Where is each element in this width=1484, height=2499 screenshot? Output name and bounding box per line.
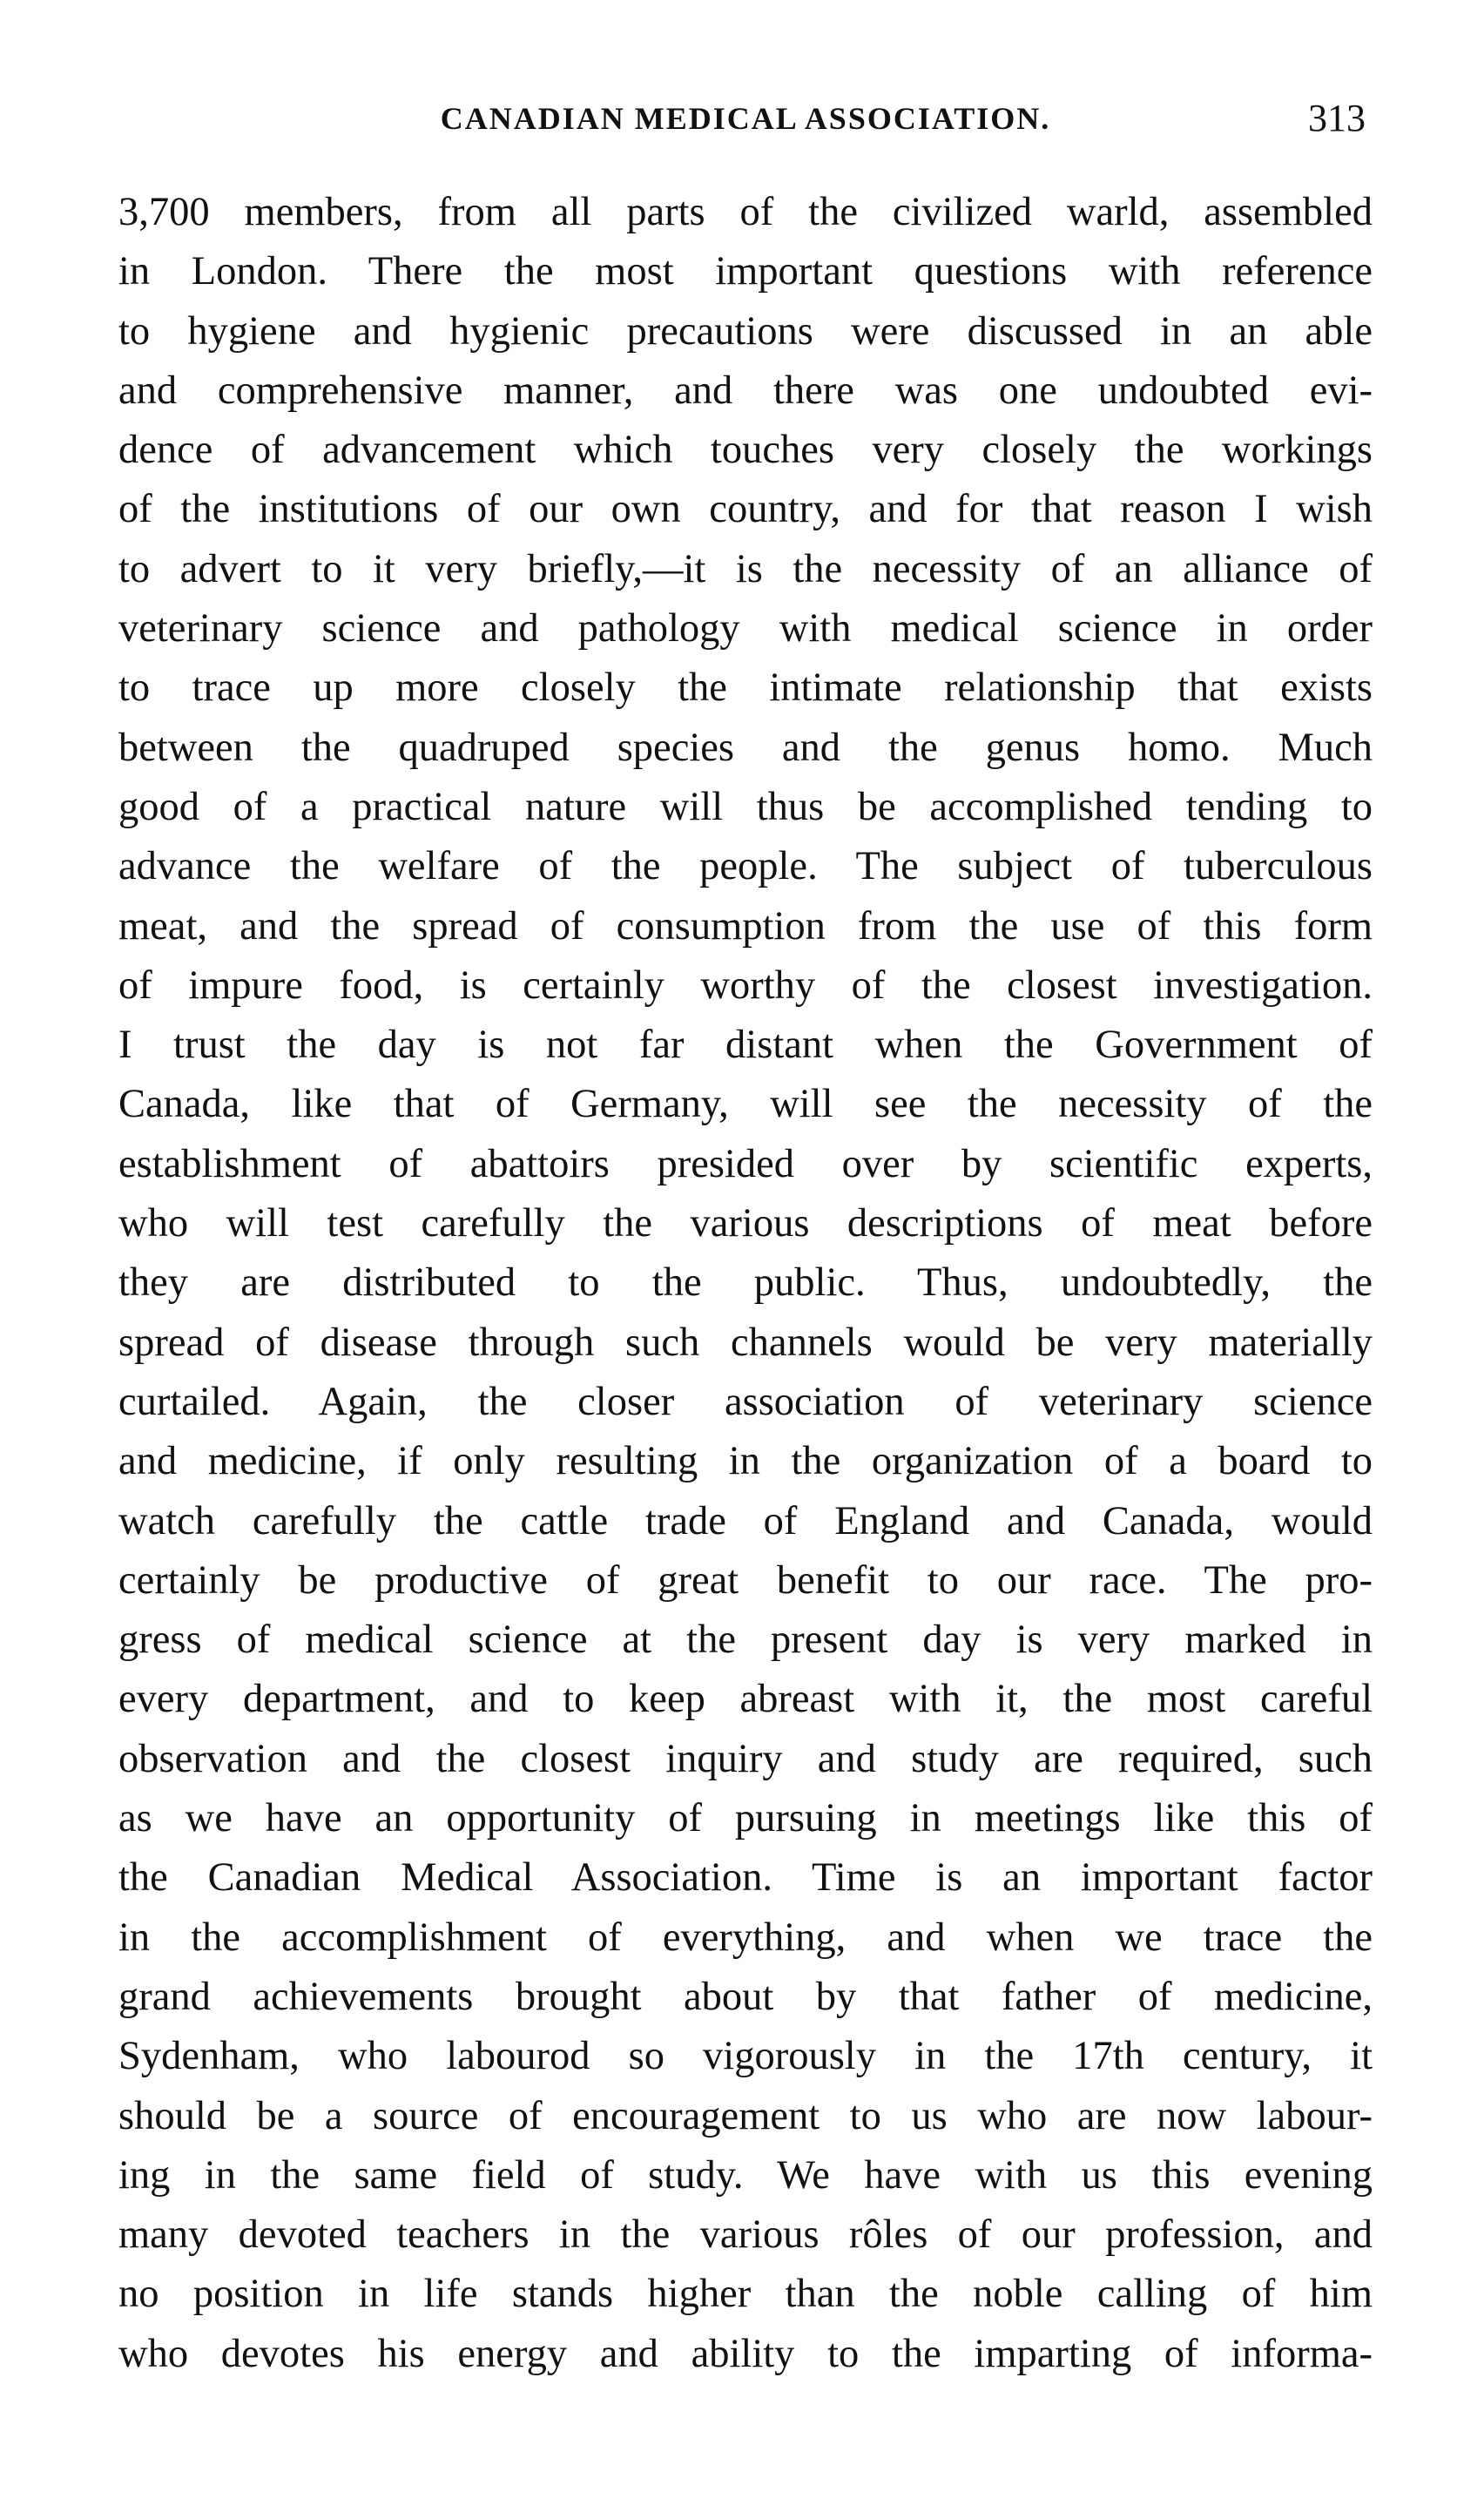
text-line: who devotes his energy and ability to the imparting of informa- xyxy=(118,2331,1373,2376)
text-line: Sydenham, who labourod so vigorously in the 17th century, it xyxy=(118,2034,1373,2079)
text-line: to hygiene and hygienic precautions were discussed in an able xyxy=(118,308,1373,354)
text-line: and comprehensive manner, and there was one undoubted evi- xyxy=(118,368,1373,413)
text-line: in London. There the most important questions with reference xyxy=(118,249,1373,294)
text-line: every department, and to keep abreast with it, the most careful xyxy=(118,1677,1373,1722)
text-line: watch carefully the cattle trade of England and Canada, would xyxy=(118,1498,1373,1543)
text-line: who will test carefully the various descriptions of meat before xyxy=(118,1201,1373,1246)
text-line: grand achievements brought about by that father of medicine, xyxy=(118,1974,1373,2019)
text-line: curtailed. Again, the closer association of veterinary science xyxy=(118,1379,1373,1424)
text-line: certainly be productive of great benefit to our race. The pro- xyxy=(118,1557,1373,1603)
text-line: between the quadruped species and the genus homo. Much xyxy=(118,725,1373,770)
text-line: as we have an opportunity of pursuing in meetings like this of xyxy=(118,1796,1373,1841)
text-line: 3,700 members, from all parts of the civilized warld, assembled xyxy=(118,190,1373,234)
text-line: to advert to it very briefly,—it is the necessity of an alliance of xyxy=(118,546,1373,591)
text-line: the Canadian Medical Association. Time is an important factor xyxy=(118,1855,1373,1901)
text-line: observation and the closest inquiry and study are required, such xyxy=(118,1736,1373,1781)
text-line: should be a source of encouragement to us who are now labour- xyxy=(118,2093,1373,2138)
text-line: they are distributed to the public. Thus, undoubtedly, the xyxy=(118,1260,1373,1306)
text-line: dence of advancement which touches very closely the workings xyxy=(118,428,1373,473)
text-line: good of a practical nature will thus be accomplished tending to xyxy=(118,784,1373,829)
body-text xyxy=(118,183,1373,2384)
page-number: 313 xyxy=(1308,97,1366,139)
running-title: CANADIAN MEDICAL ASSOCIATION. xyxy=(440,101,1051,136)
text-line: advance the welfare of the people. The subject of tuberculous xyxy=(118,844,1373,889)
text-line: meat, and the spread of consumption from the use of this form xyxy=(118,903,1373,949)
text-line: of impure food, is certainly worthy of the closest investigation. xyxy=(118,962,1373,1008)
text-line: and medicine, if only resulting in the organization of a board to xyxy=(118,1439,1373,1484)
text-line: Canada, like that of Germany, will see the necessity of the xyxy=(118,1082,1373,1127)
text-line: in the accomplishment of everything, and when we trace the xyxy=(118,1915,1373,1960)
text-line: to trace up more closely the intimate relationship that exists xyxy=(118,665,1373,711)
text-line: I trust the day is not far distant when the Government of xyxy=(118,1023,1373,1068)
text-line: ing in the same field of study. We have with us this evening xyxy=(118,2152,1373,2198)
running-head xyxy=(118,92,1373,145)
text-line: veterinary science and pathology with medical science in order xyxy=(118,606,1373,652)
text-line: of the institutions of our own country, and for that reason I wish xyxy=(118,487,1373,532)
text-line: gress of medical science at the present day is very marked in xyxy=(118,1618,1373,1663)
text-line: spread of disease through such channels would be very materially xyxy=(118,1320,1373,1365)
text-line: no position in life stands higher than the noble calling of him xyxy=(118,2272,1373,2317)
text-line: many devoted teachers in the various rôles of our profession, and xyxy=(118,2212,1373,2258)
text-line: establishment of abattoirs presided over by scientific experts, xyxy=(118,1141,1373,1186)
